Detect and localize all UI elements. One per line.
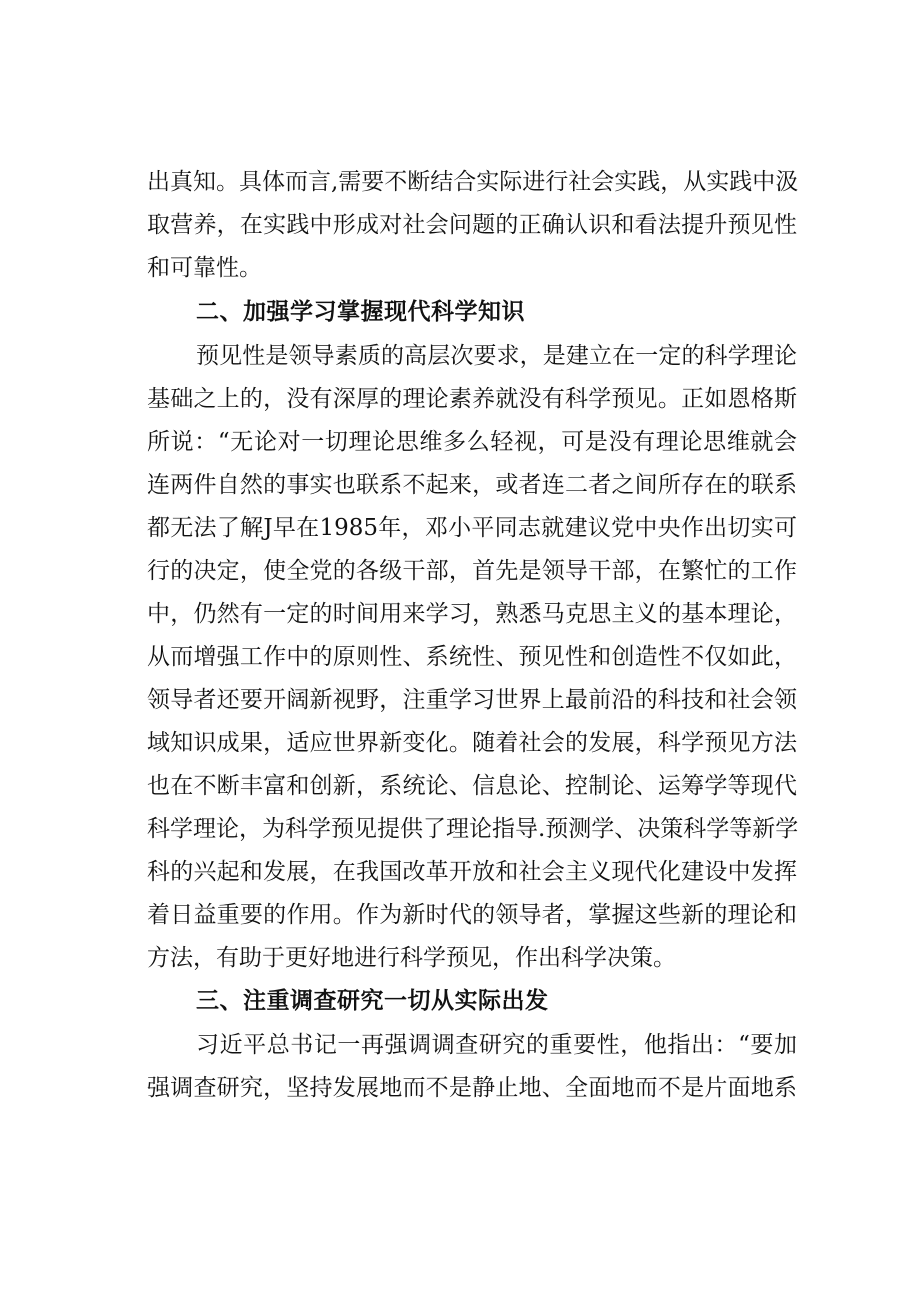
- paragraph-line: 中，仍然有一定的时间用来学习，熟悉马克思主义的基本理论，: [147, 601, 797, 627]
- paragraph-line: 也在不断丰富和创新，系统论、信息论、控制论、运筹学等现代: [147, 773, 797, 799]
- paragraph-line: 出真知。具体而言,需要不断结合实际进行社会实践，从实践中汲: [147, 169, 799, 195]
- paragraph-line: 连两件自然的事实也联系不起来，或者连二者之间所存在的联系: [147, 472, 797, 498]
- section-heading: 二、加强学习掌握现代科学知识: [196, 299, 525, 325]
- paragraph-line: 域知识成果，适应世界新变化。随着社会的发展，科学预见方法: [147, 730, 797, 756]
- paragraph-line: 所说：“无论对一切理论思维多么轻视，可是没有理论思维就会: [147, 429, 797, 455]
- paragraph-line: 取营养，在实践中形成对社会问题的正确认识和看法提升预见性: [147, 212, 797, 238]
- paragraph-line: 科的兴起和发展，在我国改革开放和社会主义现代化建设中发挥: [147, 859, 797, 885]
- paragraph-line: 方法，有助于更好地进行科学预见，作出科学决策。: [147, 945, 676, 971]
- paragraph-line: 习近平总书记一再强调调查研究的重要性，他指出：“要加: [196, 1032, 797, 1058]
- paragraph-line: 从而增强工作中的原则性、系统性、预见性和创造性不仅如此，: [147, 644, 797, 670]
- paragraph-line: 强调查研究，坚持发展地而不是静止地、全面地而不是片面地系: [147, 1075, 797, 1101]
- section-heading: 三、注重调查研究一切从实际出发: [196, 988, 549, 1014]
- paragraph-line: 科学理论，为科学预见提供了理论指导.预测学、决策科学等新学: [147, 816, 799, 842]
- paragraph-line: 基础之上的，没有深厚的理论素养就没有科学预见。正如恩格斯: [147, 386, 797, 412]
- paragraph-line: 预见性是领导素质的高层次要求，是建立在一定的科学理论: [196, 343, 797, 369]
- paragraph-line: 着日益重要的作用。作为新时代的领导者，掌握这些新的理论和: [147, 902, 797, 928]
- paragraph-line: 领导者还要开阔新视野，注重学习世界上最前沿的科技和社会领: [147, 687, 797, 713]
- paragraph-line: 和可靠性。: [147, 255, 262, 281]
- paragraph-line: 行的决定，使全党的各级干部，首先是领导干部，在繁忙的工作: [147, 558, 797, 584]
- paragraph-line: 都无法了解J早在1985年，邓小平同志就建议党中央作出切实可: [147, 515, 797, 541]
